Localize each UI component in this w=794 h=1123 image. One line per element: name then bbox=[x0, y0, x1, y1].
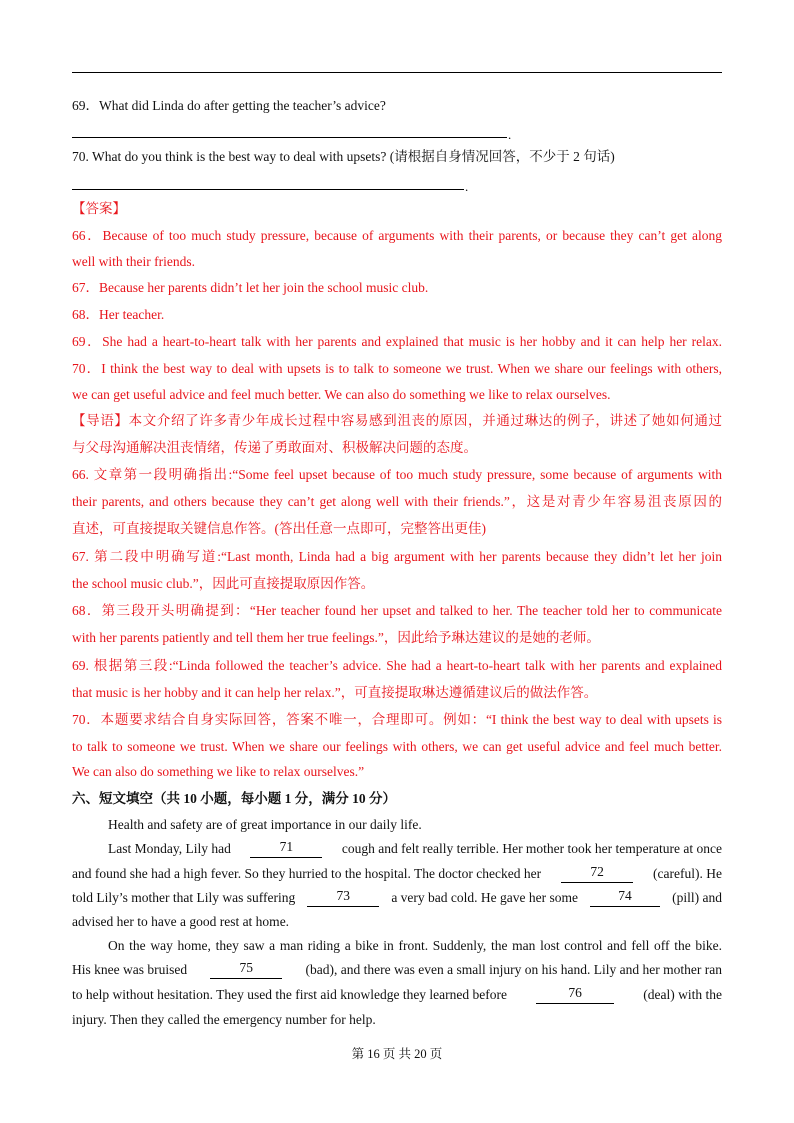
blank-73[interactable]: 73 bbox=[307, 889, 379, 907]
passage-text: cough and felt really terrible. Her mother took her temperature at once bbox=[341, 841, 722, 856]
passage-line bbox=[72, 865, 722, 883]
passage-line: injury. Then they called the emergency number for help. bbox=[72, 1012, 376, 1027]
answer-line: we can get useful advice and feel much better. We can also do something we like to relax ourselves. bbox=[72, 387, 611, 402]
answer-heading: 【答案】 bbox=[72, 201, 126, 216]
passage-line: advised her to have a good rest at home. bbox=[72, 914, 290, 929]
explanation-line: that music is her hobby and it can help her relax.”，可直接提取琳达遵循建议后的做法作答。 bbox=[72, 685, 598, 700]
explanation-line: 66. 文章第一段明确指出:“Some feel upset because of too much study pressure, some because of arguments with bbox=[72, 467, 722, 482]
question-70: 70. What do you think is the best way to deal with upsets? (请根据自身情况回答，不少于 2 句话) bbox=[72, 149, 615, 164]
passage-text: (bad), and there was even a small injury on his hand. Lily and her mother ran bbox=[305, 962, 722, 977]
explanation-line: 68．第三段开头明确提到：“Her teacher found her upset and talked to her. The teacher told her to communicate bbox=[72, 603, 722, 618]
answer-line-69[interactable] bbox=[72, 137, 507, 138]
explanation-line: 直述，可直接提取关键信息作答。(答出任意一点即可，完整答出更佳) bbox=[72, 521, 486, 536]
passage-text: a very bad cold. He gave her some bbox=[391, 890, 578, 905]
blank-74[interactable]: 74 bbox=[590, 889, 660, 907]
blank-71[interactable]: 71 bbox=[250, 840, 322, 858]
answer-line: 66．Because of too much study pressure, because of arguments with their parents, or because they can’t get along bbox=[72, 228, 722, 243]
explanation-line: the school music club.”，因此可直接提取原因作答。 bbox=[72, 576, 375, 591]
explanation-line: 67. 第二段中明确写道:“Last month, Linda had a big argument with her parents because they didn’t let her join bbox=[72, 549, 722, 564]
blank-72[interactable]: 72 bbox=[561, 865, 633, 883]
passage-text: told Lily’s mother that Lily was suffering bbox=[72, 890, 296, 905]
explanation-line: 与父母沟通解决沮丧情绪，传递了勇敢面对、积极解决问题的态度。 bbox=[72, 440, 477, 455]
explanation-line: to talk to someone we trust. When we share our feelings with others, we can get useful advice and feel much better. bbox=[72, 739, 722, 754]
question-69: 69．What did Linda do after getting the teacher’s advice? bbox=[72, 98, 386, 113]
section-6-title: 六、短文填空（共 10 小题，每小题 1 分，满分 10 分） bbox=[72, 791, 396, 806]
blank-75[interactable]: 75 bbox=[210, 961, 282, 979]
passage-text: (deal) with the bbox=[643, 987, 722, 1002]
explanation-line: 70．本题要求结合自身实际回答，答案不唯一，合理即可。例如：“I think the best way to deal with upsets is bbox=[72, 712, 722, 727]
answer-line-70[interactable] bbox=[72, 189, 464, 190]
passage-text: to help without hesitation. They used the first aid knowledge they learned before bbox=[72, 987, 508, 1002]
explanation-line: their parents, and others because they can’t get along well with their friends.”，这是对青少年容易沮丧原因的 bbox=[72, 494, 722, 509]
answer-line: 68．Her teacher. bbox=[72, 307, 165, 322]
passage-line bbox=[72, 986, 722, 1004]
page-number-footer: 第 16 页 共 20 页 bbox=[351, 1047, 443, 1061]
explanation-line: We can also do something we like to relax ourselves.” bbox=[72, 764, 365, 779]
answer-line: 70．I think the best way to deal with upsets is to talk to someone we trust. When we share our feelings with others, bbox=[72, 361, 722, 376]
passage-text: and found she had a high fever. So they hurried to the hospital. The doctor checked her bbox=[72, 866, 542, 881]
passage-text: His knee was bruised bbox=[72, 962, 188, 977]
passage-line: On the way home, they saw a man riding a bike in front. Suddenly, the man lost control and fell off the bike. bbox=[108, 938, 722, 953]
answer-line-69-period: . bbox=[508, 127, 512, 142]
blank-76[interactable]: 76 bbox=[536, 986, 614, 1004]
answer-line-70-period: . bbox=[465, 179, 469, 194]
answer-line: 67．Because her parents didn’t let her join the school music club. bbox=[72, 280, 429, 295]
passage-text: (careful). He bbox=[653, 866, 722, 881]
passage-text: Last Monday, Lily had bbox=[108, 841, 231, 856]
answer-line: well with their friends. bbox=[72, 254, 195, 269]
passage-line bbox=[72, 961, 722, 979]
passage-line bbox=[108, 840, 722, 858]
explanation-line: with her parents patiently and tell them her true feelings.”，因此给予琳达建议的是她的老师。 bbox=[72, 630, 600, 645]
answer-line: 69．She had a heart-to-heart talk with her parents and explained that music is her hobby and it can help her relax. bbox=[72, 334, 722, 349]
passage-text: (pill) and bbox=[672, 890, 722, 905]
explanation-line: 【导语】本文介绍了许多青少年成长过程中容易感到沮丧的原因，并通过琳达的例子，讲述了她如何通过 bbox=[72, 413, 722, 428]
header-rule bbox=[72, 72, 722, 73]
explanation-line: 69. 根据第三段:“Linda followed the teacher’s advice. She had a heart-to-heart talk with her parents and explained bbox=[72, 658, 722, 673]
passage-line bbox=[72, 889, 722, 907]
passage-paragraph-1: Health and safety are of great importance in our daily life. bbox=[108, 817, 422, 832]
